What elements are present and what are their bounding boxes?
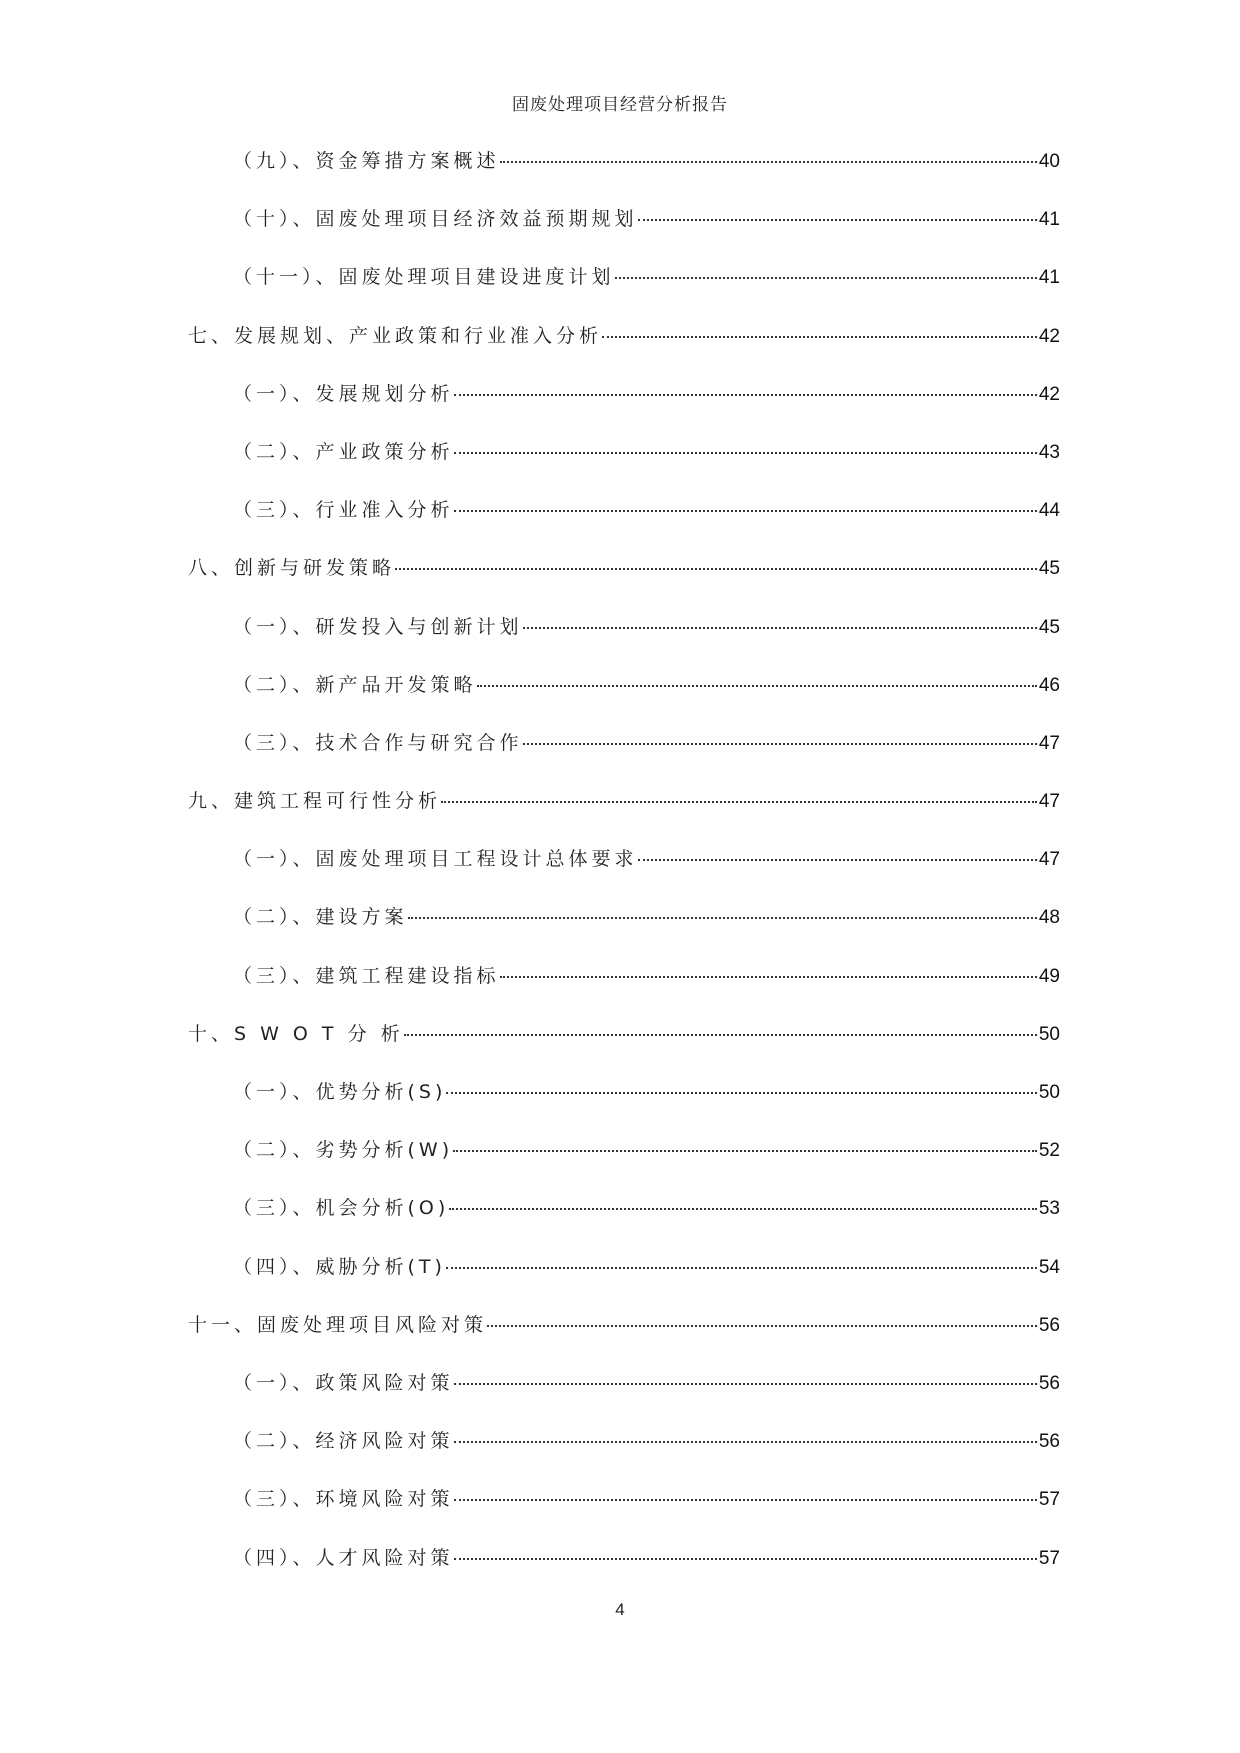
toc-dot-leader	[446, 1092, 1036, 1094]
toc-entry[interactable]	[188, 1020, 1060, 1078]
toc-entry[interactable]	[188, 1194, 1060, 1252]
toc-entry-page: 41	[1038, 267, 1060, 289]
toc-dot-leader	[408, 917, 1037, 919]
toc-entry-title: （三）、机会分析(O)	[233, 1197, 450, 1220]
toc-entry-page: 47	[1038, 732, 1060, 754]
toc-dot-leader	[453, 1150, 1037, 1152]
toc-entry-page: 50	[1038, 1023, 1060, 1045]
toc-entry-page: 54	[1038, 1256, 1060, 1278]
toc-entry[interactable]	[188, 962, 1060, 1020]
toc-entry[interactable]	[188, 671, 1060, 729]
toc-dot-leader	[454, 510, 1037, 512]
toc-dot-leader	[395, 568, 1037, 570]
toc-entry-title: 七、发展规划、产业政策和行业准入分析	[188, 324, 603, 347]
toc-entry[interactable]	[188, 1427, 1060, 1485]
toc-entry-title: （三）、环境风险对策	[233, 1488, 454, 1511]
toc-entry-title: （二）、劣势分析(W)	[233, 1139, 454, 1162]
toc-entry-page: 49	[1038, 965, 1060, 987]
toc-dot-leader	[523, 743, 1037, 745]
toc-entry-page: 46	[1038, 674, 1060, 696]
toc-dot-leader	[441, 801, 1037, 803]
toc-entry-page: 47	[1038, 791, 1060, 813]
toc-entry-title: （三）、行业准入分析	[233, 499, 454, 522]
toc-entry[interactable]	[188, 438, 1060, 496]
toc-entry[interactable]	[188, 205, 1060, 263]
toc-entry-title: 十、S W O T 分 析	[188, 1022, 404, 1045]
toc-entry-title: （一）、优势分析(S)	[233, 1081, 447, 1103]
toc-entry-title: （三）、建筑工程建设指标	[233, 964, 500, 987]
toc-entry-title: （一）、固废处理项目工程设计总体要求	[233, 848, 638, 871]
toc-entry-page: 56	[1038, 1372, 1060, 1394]
toc-entry-title: （一）、研发投入与创新计划	[233, 615, 523, 638]
toc-dot-leader	[454, 394, 1037, 396]
toc-dot-leader	[454, 1441, 1037, 1443]
toc-entry-title: （十）、固废处理项目经济效益预期规划	[233, 208, 638, 231]
toc-entry-page: 44	[1038, 500, 1060, 522]
toc-entry-page: 45	[1038, 616, 1060, 638]
toc-entry[interactable]	[188, 322, 1060, 380]
toc-entry[interactable]	[188, 845, 1060, 903]
toc-entry-page: 50	[1038, 1082, 1060, 1103]
toc-entry-page: 41	[1038, 209, 1060, 231]
toc-entry-title: 九、建筑工程可行性分析	[188, 790, 442, 813]
toc-entry-page: 43	[1038, 441, 1060, 463]
toc-entry-page: 56	[1038, 1431, 1060, 1453]
table-of-contents	[188, 147, 1060, 1602]
toc-entry[interactable]	[188, 147, 1060, 205]
toc-entry-title: （二）、新产品开发策略	[233, 673, 477, 696]
toc-dot-leader	[449, 1208, 1037, 1210]
toc-dot-leader	[454, 452, 1037, 454]
toc-entry-title: （二）、建设方案	[233, 906, 408, 929]
toc-entry[interactable]	[188, 1485, 1060, 1543]
toc-entry-page: 40	[1038, 151, 1060, 172]
toc-dot-leader	[454, 1558, 1037, 1560]
toc-entry-title: （九）、资金筹措方案概述	[233, 150, 500, 172]
toc-entry[interactable]	[188, 787, 1060, 845]
toc-entry-title: 八、创新与研发策略	[188, 557, 396, 580]
toc-entry[interactable]	[188, 903, 1060, 961]
toc-dot-leader	[454, 1383, 1037, 1385]
toc-entry[interactable]	[188, 1369, 1060, 1427]
toc-entry-title: （十一）、固废处理项目建设进度计划	[233, 266, 615, 289]
page-number: 4	[615, 1600, 625, 1619]
toc-dot-leader	[500, 976, 1037, 978]
toc-entry[interactable]	[188, 263, 1060, 321]
toc-entry-page: 42	[1038, 325, 1060, 347]
toc-dot-leader	[500, 161, 1037, 163]
toc-entry-page: 56	[1038, 1314, 1060, 1336]
toc-dot-leader	[602, 336, 1037, 338]
toc-entry-page: 47	[1038, 849, 1060, 871]
toc-entry[interactable]	[188, 380, 1060, 438]
running-header: 固废处理项目经营分析报告	[512, 95, 728, 115]
toc-entry[interactable]	[188, 1078, 1060, 1136]
toc-entry-title: （三）、技术合作与研究合作	[233, 731, 523, 754]
toc-dot-leader	[446, 1267, 1037, 1269]
toc-entry[interactable]	[188, 1544, 1060, 1602]
toc-entry[interactable]	[188, 1136, 1060, 1194]
toc-dot-leader	[638, 859, 1037, 861]
toc-entry-page: 53	[1038, 1198, 1060, 1220]
toc-entry[interactable]	[188, 1253, 1060, 1311]
toc-entry-page: 57	[1038, 1547, 1060, 1569]
toc-entry-page: 48	[1038, 907, 1060, 929]
toc-entry-page: 45	[1038, 558, 1060, 580]
toc-entry[interactable]	[188, 729, 1060, 787]
toc-entry-title: （四）、人才风险对策	[233, 1546, 454, 1569]
toc-dot-leader	[404, 1034, 1037, 1036]
toc-entry-title: 十一、固废处理项目风险对策	[188, 1313, 488, 1336]
toc-entry[interactable]	[188, 496, 1060, 554]
toc-entry-title: （二）、经济风险对策	[233, 1430, 454, 1453]
toc-entry-title: （一）、政策风险对策	[233, 1371, 454, 1394]
toc-dot-leader	[487, 1325, 1037, 1327]
toc-entry-title: （一）、发展规划分析	[233, 382, 454, 405]
toc-entry[interactable]	[188, 613, 1060, 671]
toc-dot-leader	[454, 1499, 1037, 1501]
toc-entry-page: 52	[1038, 1140, 1060, 1162]
toc-entry-title: （二）、产业政策分析	[233, 440, 454, 463]
toc-entry[interactable]	[188, 554, 1060, 612]
toc-entry-page: 42	[1038, 383, 1060, 405]
toc-dot-leader	[615, 277, 1037, 279]
toc-dot-leader	[523, 627, 1037, 629]
toc-dot-leader	[477, 685, 1037, 687]
toc-entry[interactable]	[188, 1311, 1060, 1369]
toc-entry-page: 57	[1038, 1489, 1060, 1511]
toc-dot-leader	[638, 219, 1037, 221]
toc-entry-title: （四）、威胁分析(T)	[233, 1255, 446, 1278]
